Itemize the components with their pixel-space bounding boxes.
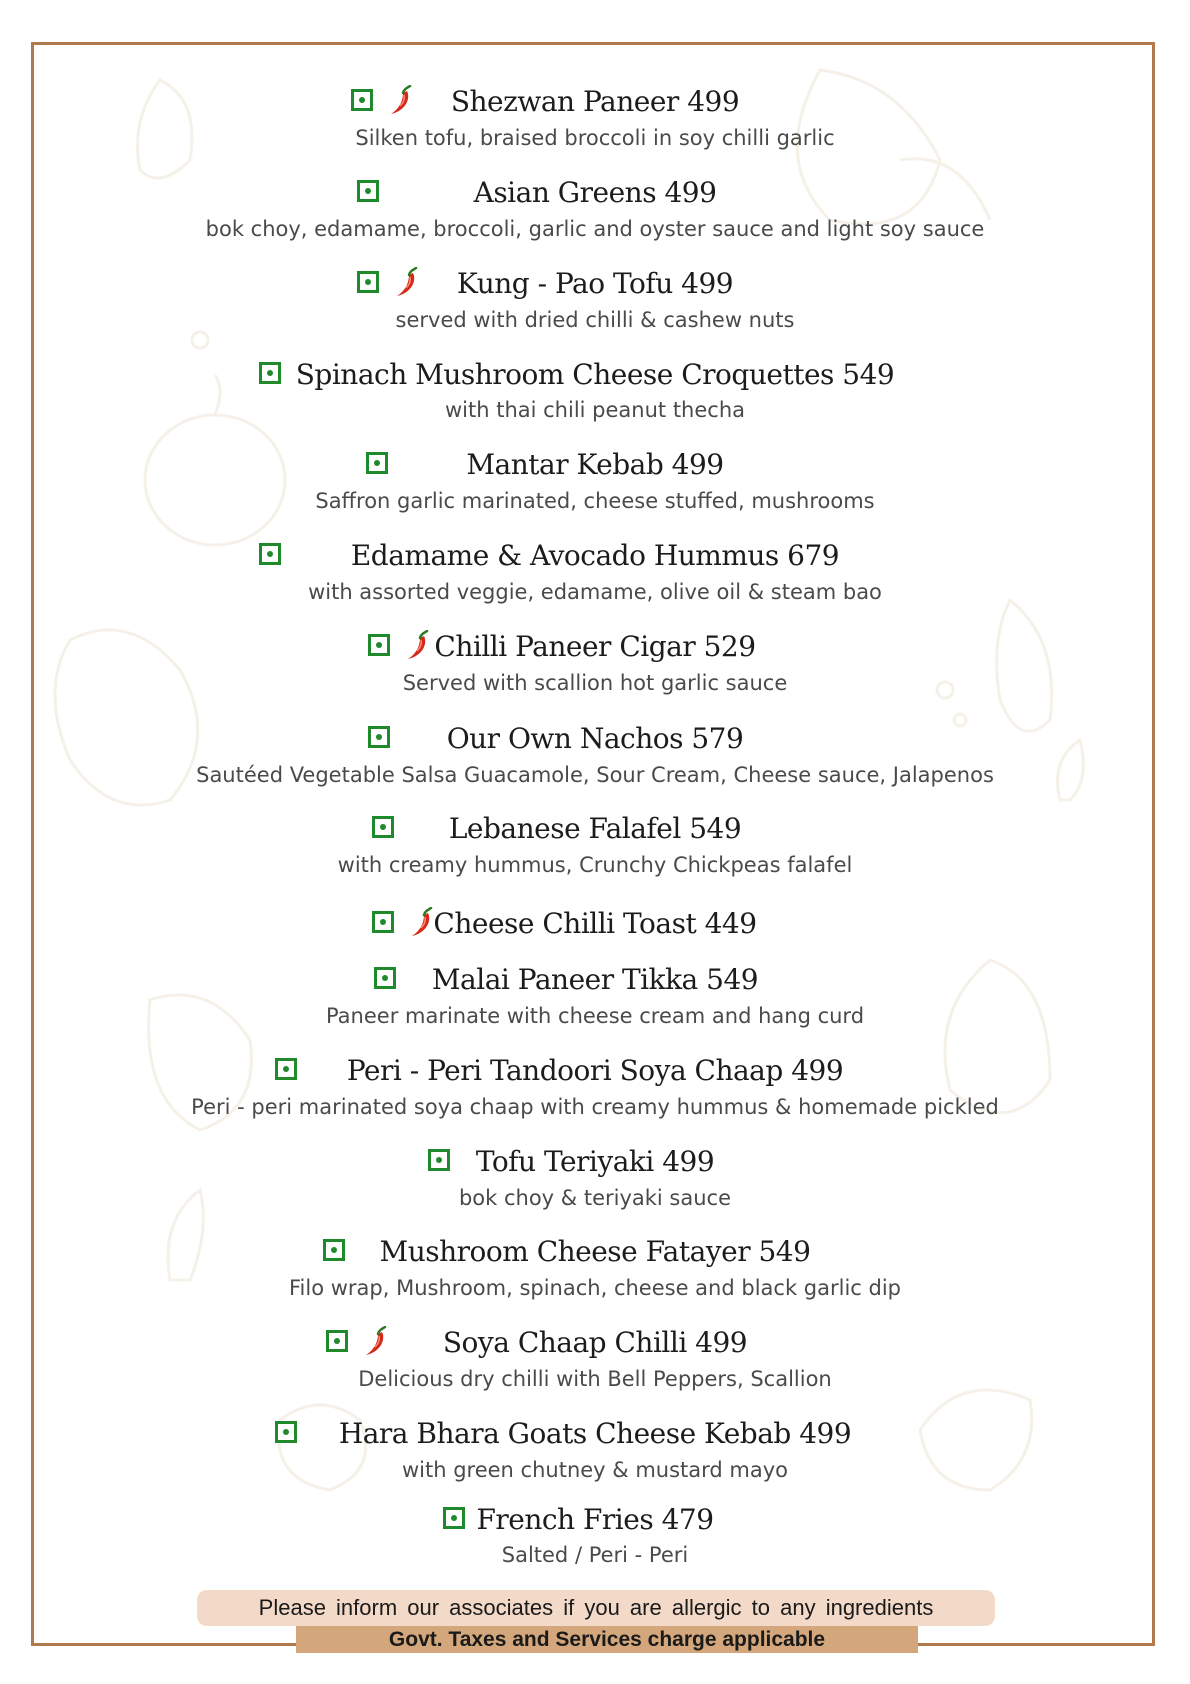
menu-item-description: bok choy, edamame, broccoli, garlic and oyster sauce and light soy sauce: [205, 217, 985, 241]
menu-item-title: Our Own Nachos 579: [446, 721, 744, 755]
menu-item-description: bok choy & teriyaki sauce: [458, 1186, 732, 1210]
allergy-note-text: Please inform our associates if you are allergic to any ingredients: [258, 1595, 934, 1620]
menu-item-description: Salted / Peri - Peri: [501, 1543, 689, 1567]
tax-note-text: Govt. Taxes and Services charge applicable: [388, 1627, 826, 1651]
menu-item-title-row: [0, 959, 1190, 999]
menu-item-title-row: [0, 903, 1190, 943]
menu-item-description: with creamy hummus, Crunchy Chickpeas falafel: [337, 853, 853, 877]
menu-item-title-row: [0, 535, 1190, 575]
menu-item-title: Mushroom Cheese Fatayer 549: [379, 1234, 811, 1268]
menu-item-title: Soya Chaap Chilli 499: [442, 1325, 748, 1359]
menu-item-title-row: [0, 263, 1190, 303]
menu-item-title: Peri - Peri Tandoori Soya Chaap 499: [346, 1053, 844, 1087]
menu-item-description: Paneer marinate with cheese cream and hang curd: [325, 1004, 865, 1028]
menu-item-description: Saffron garlic marinated, cheese stuffed, mushrooms: [315, 489, 875, 513]
tax-note: [296, 1626, 918, 1653]
menu-item-title: Chilli Paneer Cigar 529: [434, 629, 756, 663]
menu-item-title-row: [0, 1141, 1190, 1181]
menu-item-description: with thai chili peanut thecha: [444, 398, 746, 422]
menu-item-title-row: [0, 81, 1190, 121]
menu-item-title: Shezwan Paneer 499: [450, 84, 740, 118]
menu-item-description: with assorted veggie, edamame, olive oil & steam bao: [308, 580, 882, 604]
menu-item-description: Served with scallion hot garlic sauce: [402, 671, 788, 695]
menu-item-title: Malai Paneer Tikka 549: [431, 962, 759, 996]
menu-item-description: Silken tofu, braised broccoli in soy chilli garlic: [355, 126, 835, 150]
menu-item-title: French Fries 479: [476, 1502, 714, 1536]
menu-item-title: Kung - Pao Tofu 499: [456, 266, 734, 300]
menu-item-title-row: [0, 626, 1190, 666]
menu-item-title: Mantar Kebab 499: [466, 447, 724, 481]
menu-item-title-row: [0, 1050, 1190, 1090]
menu-item-description: Peri - peri marinated soya chaap with creamy hummus & homemade pickled: [191, 1095, 999, 1119]
menu-item-title-row: [0, 718, 1190, 758]
menu-item-title: Asian Greens 499: [473, 175, 717, 209]
menu-item-title: Hara Bhara Goats Cheese Kebab 499: [338, 1416, 852, 1450]
menu-item-description: Delicious dry chilli with Bell Peppers, Scallion: [358, 1367, 832, 1391]
menu-item-title: Spinach Mushroom Cheese Croquettes 549: [295, 357, 895, 391]
menu-item-title: Edamame & Avocado Hummus 679: [350, 538, 840, 572]
menu-item-title: Cheese Chilli Toast 449: [433, 906, 757, 940]
menu-item-title: Lebanese Falafel 549: [448, 811, 742, 845]
menu-item-title: Tofu Teriyaki 499: [475, 1144, 715, 1178]
menu-item-description: with green chutney & mustard mayo: [401, 1458, 789, 1482]
menu-item-title-row: [0, 808, 1190, 848]
menu-item-title-row: [0, 444, 1190, 484]
menu-item-description: served with dried chilli & cashew nuts: [395, 308, 795, 332]
menu-item-description: Sautéed Vegetable Salsa Guacamole, Sour Cream, Cheese sauce, Jalapenos: [196, 763, 994, 787]
allergy-note: [197, 1590, 995, 1626]
menu-item-title-row: [0, 1413, 1190, 1453]
menu-item-title-row: [0, 354, 1190, 394]
menu-item-description: Filo wrap, Mushroom, spinach, cheese and black garlic dip: [289, 1276, 901, 1300]
menu-item-title-row: [0, 172, 1190, 212]
menu-item-title-row: [0, 1322, 1190, 1362]
menu-item-title-row: [0, 1231, 1190, 1271]
menu-item-title-row: [0, 1499, 1190, 1539]
